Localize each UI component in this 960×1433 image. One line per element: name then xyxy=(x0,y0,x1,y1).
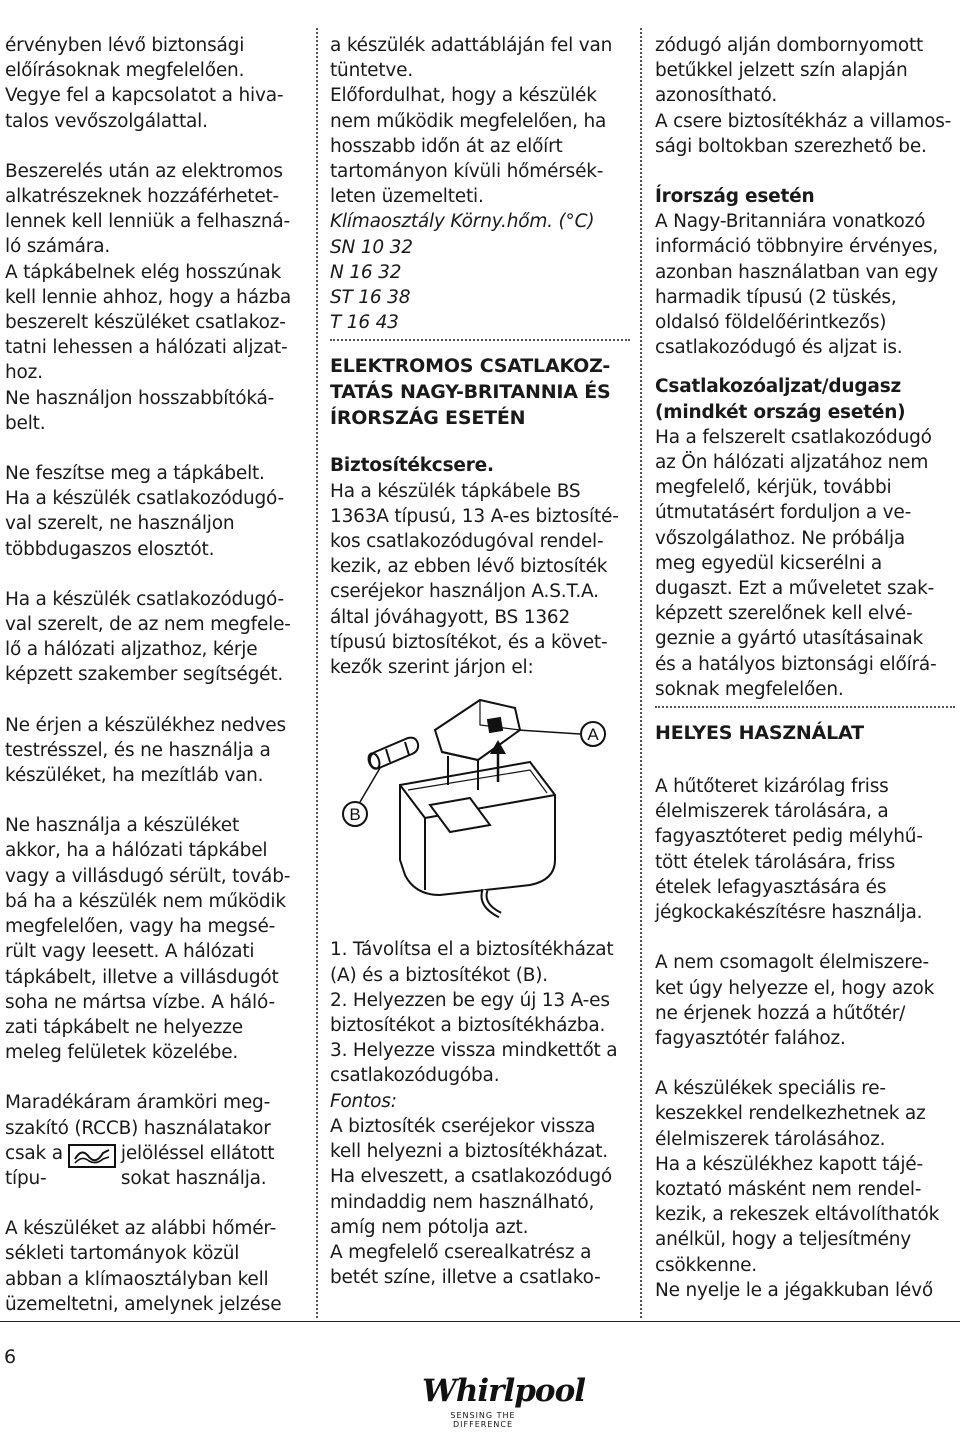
page-number: 6 xyxy=(4,1346,17,1368)
label-a: A xyxy=(587,725,599,745)
brand-logo xyxy=(422,1373,586,1429)
paragraph: érvényben lévő biztonsági előírásoknak megfelelően. Vegye fel a kapcsolatot a hiva- talos vevőszolgálattal. xyxy=(5,35,284,132)
paragraph: A készülékek speciális re- keszekkel rendelkezhetnek az élelmiszerek tárolásához. Ha a készülékhez kapott tájé- koztató másként nem rendel- kezik, a rekeszek eltávolíthatók anélkül, hogy a teljesítmény csökkenne. Ne nyelje le a jégakkuban lévő xyxy=(655,1078,940,1301)
section-divider xyxy=(330,339,630,341)
paragraph: A nem csomagolt élelmiszere- ket úgy helyezze el, hogy azok ne érjenek hozzá a hűtőtér/ fagyasztótér falához. xyxy=(655,952,935,1049)
brand-tagline: SENSING THE DIFFERENCE xyxy=(450,1411,516,1429)
footer-rule xyxy=(0,1321,960,1322)
label-b: B xyxy=(349,805,361,825)
paragraph: Ha a készülék csatlakozódugó- val szerelt, de az nem megfele- lő a hálózati aljzathoz, kérje képzett szakember segítségét. xyxy=(5,588,291,686)
section-heading: ELEKTROMOS CSATLAKOZ- TATÁS NAGY-BRITANNIA ÉS ÍRORSZÁG ESETÉN xyxy=(330,355,611,430)
brand-name: Whirlpool xyxy=(422,1373,586,1409)
paragraph: A biztosíték cseréjekor vissza kell helyezni a biztosítékházat. Ha elveszett, a csatlakozódugó mindaddig nem használható, amíg nem pótolja azt. A megfelelő cserealkatrész a betét színe, illetve a csatlako- xyxy=(330,1115,613,1289)
column-3 xyxy=(655,33,955,1303)
column-divider xyxy=(640,28,642,1318)
subsection-title: Írország esetén xyxy=(655,186,815,208)
paragraph: Maradékáram áramköri meg- szakító (RCCB) használatakor xyxy=(5,1092,271,1139)
important-label: Fontos: xyxy=(330,1090,397,1112)
rccb-symbol-icon xyxy=(67,1143,117,1183)
plug-fuse-illustration xyxy=(330,690,630,920)
subsection-title: Biztosítékcsere. xyxy=(330,455,494,477)
rccb-line xyxy=(5,1141,305,1191)
section-heading: HELYES HASZNÁLAT xyxy=(655,722,864,745)
column-2 xyxy=(330,33,630,1290)
paragraph: A hűtőteret kizárólag friss élelmiszerek tárolására, a fagyasztóteret pedig mélyhű- tött ételek tárolására, friss ételek lefagyasztására és jégkockakészítésre használja. xyxy=(655,776,923,924)
rccb-text-left: csak a típu- xyxy=(5,1142,63,1189)
paragraph: Ne használja a készüléket akkor, ha a hálózati tápkábel vagy a villásdugó sérült, továb- bá ha a készülék nem működik megfelelően, vagy ha megsé- rült vagy leesett. A hálózati tápkábelt, illetve a villásdugót soha ne mártsa vízbe. A háló- zati tápkábelt ne helyezze meleg felületek közelébe. xyxy=(5,815,291,1064)
paragraph: Ha a készülék tápkábele BS 1363A típusú, 13 A-es biztosíté- kos csatlakozódugóval rendel- kezik, az ebben lévő biztosíték cseréjekor használjon A.S.T.A. által jóváhagyott, BS 1362 típusú biztosítékot, és a követ- kezők szerint járjon el: xyxy=(330,480,619,679)
paragraph: Beszerelés után az elektromos alkatrészeknek hozzáférhetet- lennek kell lenniük a felhaszná- ló számára. A tápkábelnek elég hosszúnak kell lennie ahhoz, hogy a házba beszerelt készüléket csatlakoz- tatni lehessen a hálózati aljzat- hoz. Ne használjon hosszabbítóká- belt. xyxy=(5,160,292,434)
paragraph: Ne feszítse meg a tápkábelt. Ha a készülék csatlakozódugó- val szerelt, ne használjon többdugaszos elosztót. xyxy=(5,463,284,560)
column-divider xyxy=(316,28,318,1318)
paragraph: a készülék adattábláján fel van tüntetve. Előfordulhat, hogy a készülék nem működik megfelelően, ha hosszabb időn át az előírt tartományon kívüli hőmérsék- leten üzemelteti. xyxy=(330,35,613,208)
paragraph: Ha a felszerelt csatlakozódugó az Ön hálózati aljzatához nem megfelelő, kérjük, további útmutatásért forduljon a ve- vőszolgálathoz. Ne próbálja meg egyedül kicserélni a dugaszt. Ezt a műveletet szak- képzett szerelőnek kell elvé- geznie a gyártó utasításainak és a hatályos biztonsági előírá- soknak megfelelően. xyxy=(655,426,937,700)
column-1 xyxy=(5,33,305,1317)
rccb-text-right: jelöléssel ellátott sokat használja. xyxy=(120,1142,275,1189)
paragraph: zódugó alján dombornyomott betűkkel jelzett szín alapján azonosítható. A csere biztosítékház a villamos- sági boltokban szerezhető be. xyxy=(655,35,952,157)
paragraph: 1. Távolítsa el a biztosítékházat (A) és a biztosítékot (B). 2. Helyezzen be egy új 13 A-es biztosítékot a biztosítékházba. 3. Helyezze vissza mindkettőt a csatlakozódugóba. xyxy=(330,939,618,1087)
paragraph: Ne érjen a készülékhez nedves testrésszel, és ne használja a készüléket, ha mezítláb van. xyxy=(5,714,286,787)
paragraph: A készüléket az alábbi hőmér- sékleti tartományok közül abban a klímaosztályban kell üzemeltetni, amelynek jelzése xyxy=(5,1218,282,1315)
section-divider xyxy=(655,706,955,708)
paragraph: A Nagy-Britanniára vonatkozó információ többnyire érvényes, azonban használatban van egy harmadik típusú (2 tüskés, oldalsó földelőérintkezős) csatlakozódugó és aljzat is. xyxy=(655,211,939,359)
subsection-title: Csatlakozóaljzat/dugasz (mindkét ország esetén) xyxy=(655,376,906,423)
climate-class-table: Klímaosztály Körny.hőm. (°C) SN 10 32 N 16 32 ST 16 38 T 16 43 xyxy=(330,211,595,334)
